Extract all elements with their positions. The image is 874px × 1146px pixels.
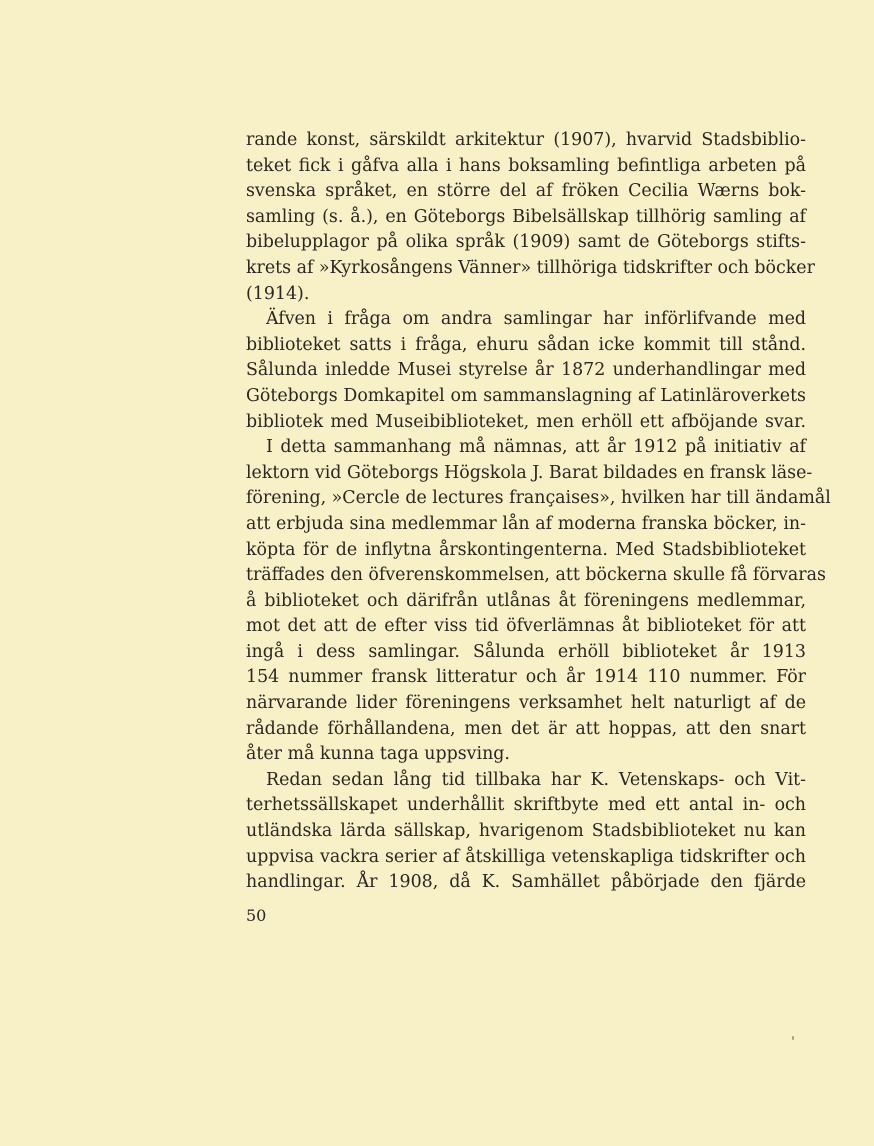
text-line: uppvisa vackra serier af åtskilliga vetenskapliga tidskrifter och — [246, 846, 806, 867]
text-line: terhetssällskapet underhållit skriftbyte med ett antal in- och — [246, 795, 806, 816]
text-line: åter må kunna taga uppsving. — [246, 744, 510, 765]
text-line: 154 nummer fransk litteratur och år 1914 110 nummer. För — [246, 667, 806, 688]
text-line: teket fick i gåfva alla i hans boksamling befintliga arbeten på — [246, 155, 806, 176]
text-line: biblioteket satts i fråga, ehuru sådan icke kommit till stånd. — [246, 334, 806, 355]
paragraph-first-line: Redan sedan lång tid tillbaka har K. Vetenskaps- och Vit- — [266, 769, 806, 790]
paragraph-first-line: Äfven i fråga om andra samlingar har införlifvande med — [266, 309, 806, 330]
text-line: svenska språket, en större del af fröken Cecilia Wærns bok- — [246, 181, 806, 202]
text-line: å biblioteket och därifrån utlånas åt föreningens medlemmar, — [246, 590, 806, 611]
text-line: utländska lärda sällskap, hvarigenom Stadsbiblioteket nu kan — [246, 821, 806, 842]
text-line: bibliotek med Museibiblioteket, men erhöll ett afböjande svar. — [246, 411, 806, 432]
text-line: samling (s. å.), en Göteborgs Bibelsällskap tillhörig samling af — [246, 206, 806, 227]
text-line: (1914). — [246, 283, 310, 304]
text-line: ingå i dess samlingar. Sålunda erhöll biblioteket år 1913 — [246, 641, 806, 662]
paper-speck — [792, 1036, 794, 1040]
text-line: Sålunda inledde Musei styrelse år 1872 underhandlingar med — [246, 360, 806, 381]
body-text — [246, 128, 831, 896]
text-line: förening, »Cercle de lectures françaises», hvilken har till ändamål — [246, 488, 831, 509]
text-line: träffades den öfverenskommelsen, att böckerna skulle få förvaras — [246, 565, 826, 586]
text-line: handlingar. År 1908, då K. Samhället påbörjade den fjärde — [246, 872, 806, 893]
text-line: köpta för de inflytna årskontingenterna. Med Stadsbiblioteket — [246, 539, 806, 560]
text-line: mot det att de efter viss tid öfverlämnas åt biblioteket för att — [246, 616, 806, 637]
text-line: rådande förhållandena, men det är att hoppas, att den snart — [246, 718, 806, 739]
text-line: rande konst, särskildt arkitektur (1907), hvarvid Stadsbiblio- — [246, 130, 806, 150]
text-line: att erbjuda sina medlemmar lån af moderna franska böcker, in- — [246, 513, 806, 534]
text-line: närvarande lider föreningens verksamhet helt naturligt af de — [246, 693, 806, 714]
paragraph-first-line: I detta sammanhang må nämnas, att år 1912 på initiativ af — [266, 437, 806, 458]
text-line: krets af »Kyrkosångens Vänner» tillhöriga tidskrifter och böcker — [246, 257, 815, 278]
text-line: lektorn vid Göteborgs Högskola J. Barat bildades en fransk läse- — [246, 462, 813, 483]
text-line: bibelupplagor på olika språk (1909) samt de Göteborgs stifts- — [246, 232, 806, 253]
text-line: Göteborgs Domkapitel om sammanslagning af Latinläroverkets — [246, 385, 806, 406]
page-number: 50 — [246, 906, 267, 925]
